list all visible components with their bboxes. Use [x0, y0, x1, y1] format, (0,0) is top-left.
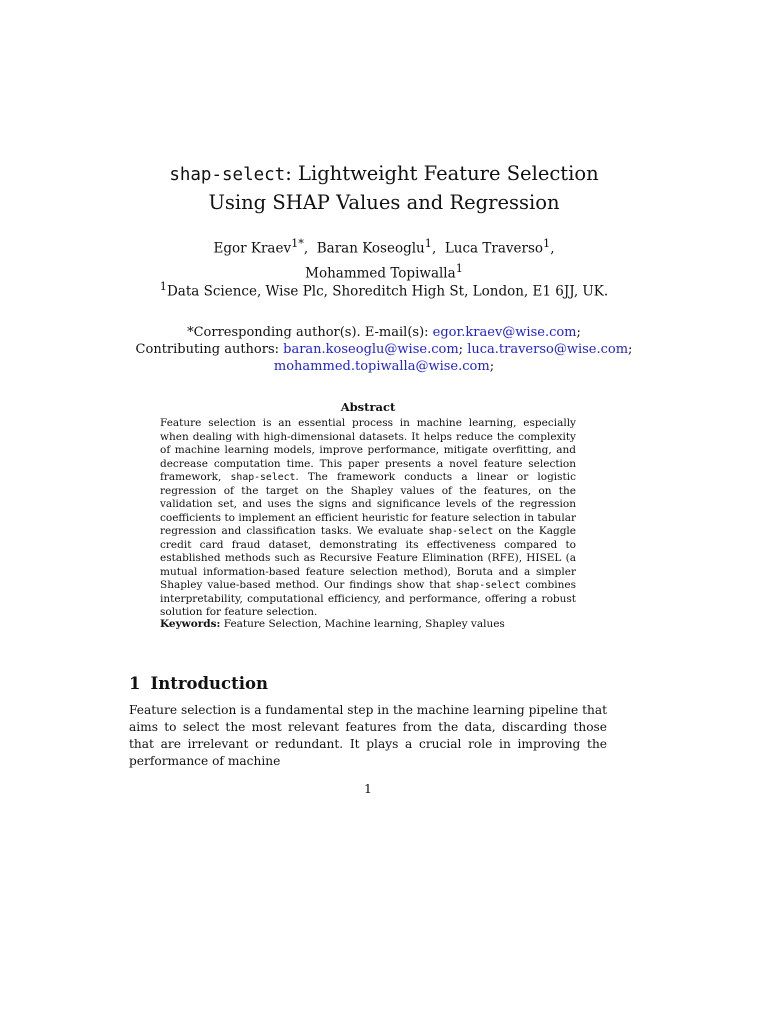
title-code: shap-select: [169, 165, 286, 185]
contributing-email-link[interactable]: mohammed.topiwalla@wise.com: [273, 359, 490, 374]
inline-code: shap-select: [455, 580, 521, 591]
page-number: 1: [364, 781, 372, 796]
affiliation-text: Data Science, Wise Plc, Shoreditch High St, London, E1 6JJ, UK.: [166, 283, 609, 300]
author-superscript: 1: [424, 237, 432, 250]
separator: ;: [458, 342, 464, 357]
separator: ;: [489, 359, 495, 374]
abstract-heading: Abstract: [340, 400, 396, 414]
author-name: Egor Kraev: [213, 240, 292, 257]
correspondence-block: [0, 324, 768, 375]
title-line-1: [0, 160, 768, 189]
author-name: Mohammed Topiwalla: [305, 265, 456, 281]
contributing-email-link[interactable]: baran.koseoglu@wise.com: [283, 342, 459, 357]
contributing-label: Contributing authors:: [135, 342, 284, 357]
author-list: [0, 234, 768, 283]
keywords: [160, 618, 576, 631]
corresponding-line: [0, 324, 768, 341]
affiliation: [0, 277, 768, 302]
inline-code: shap-select: [428, 526, 494, 537]
inline-code: shap-select: [230, 472, 296, 483]
separator: ;: [628, 342, 633, 357]
section-number: 1: [129, 674, 141, 693]
author-superscript: 1*: [291, 237, 304, 250]
abstract-text: [160, 417, 576, 620]
corresponding-label: *Corresponding author(s). E-mail(s):: [187, 325, 433, 340]
author-superscript: 1: [455, 261, 463, 275]
title-rest: : Lightweight Feature Selection: [285, 162, 599, 185]
affiliation-superscript: 1: [159, 280, 167, 293]
paper-title: [0, 160, 768, 217]
abstract-part: . The framework conducts a linear or logistic regression of the target on the Shapley values of the features, on the validation set, and uses the signs and significance levels of the regression coefficients to implement an efficient heuristic for feature selection in tabular regression and classification tasks. We evaluate: [160, 471, 577, 537]
title-line-2: Using SHAP Values and Regression: [208, 191, 560, 214]
keywords-label: Keywords:: [160, 618, 221, 630]
author-name: Luca Traverso: [444, 240, 544, 257]
contributing-email-link[interactable]: luca.traverso@wise.com: [467, 342, 629, 357]
section-heading-introduction: [129, 674, 268, 693]
contributing-line-2: [0, 358, 768, 375]
section-title: Introduction: [150, 674, 268, 693]
introduction-paragraph: Feature selection is a fundamental step in the machine learning pipeline that aims to select the most relevant features from the data, discarding those that are irrelevant or redundant. It plays a crucial role in improving the performance of machine: [129, 703, 607, 768]
keywords-list: Feature Selection, Machine learning, Shapley values: [220, 618, 505, 630]
author-superscript: 1: [543, 237, 551, 250]
separator: ;: [576, 325, 581, 340]
contributing-line: [0, 341, 768, 358]
author-name: Baran Koseoglu: [316, 240, 425, 257]
corresponding-email-link[interactable]: egor.kraev@wise.com: [432, 325, 577, 340]
authors-line-1: Egor Kraev$^{1*}$, Baran Koseoglu$^1$, Luca Traverso$^1$,: [213, 237, 555, 257]
abstract-part: combines interpretability, computational efficiency, and performance, offering a robust solution for feature selection.: [160, 579, 576, 618]
abstract-part: Feature selection is an essential process in machine learning, especially when dealing with high-dimensional datasets. It helps reduce the complexity of machine learning models, improve performance, mitigate overfitting, and decrease computation time. This paper presents a novel feature selection framework,: [160, 417, 576, 483]
abstract-part: on the Kaggle credit card fraud dataset, demonstrating its effectiveness compared to established methods such as Recursive Feature Elimination (RFE), HISEL (a mutual information-based feature selection method), Boruta and a simpler Shapley value-based method. Our findings show that: [160, 525, 576, 591]
